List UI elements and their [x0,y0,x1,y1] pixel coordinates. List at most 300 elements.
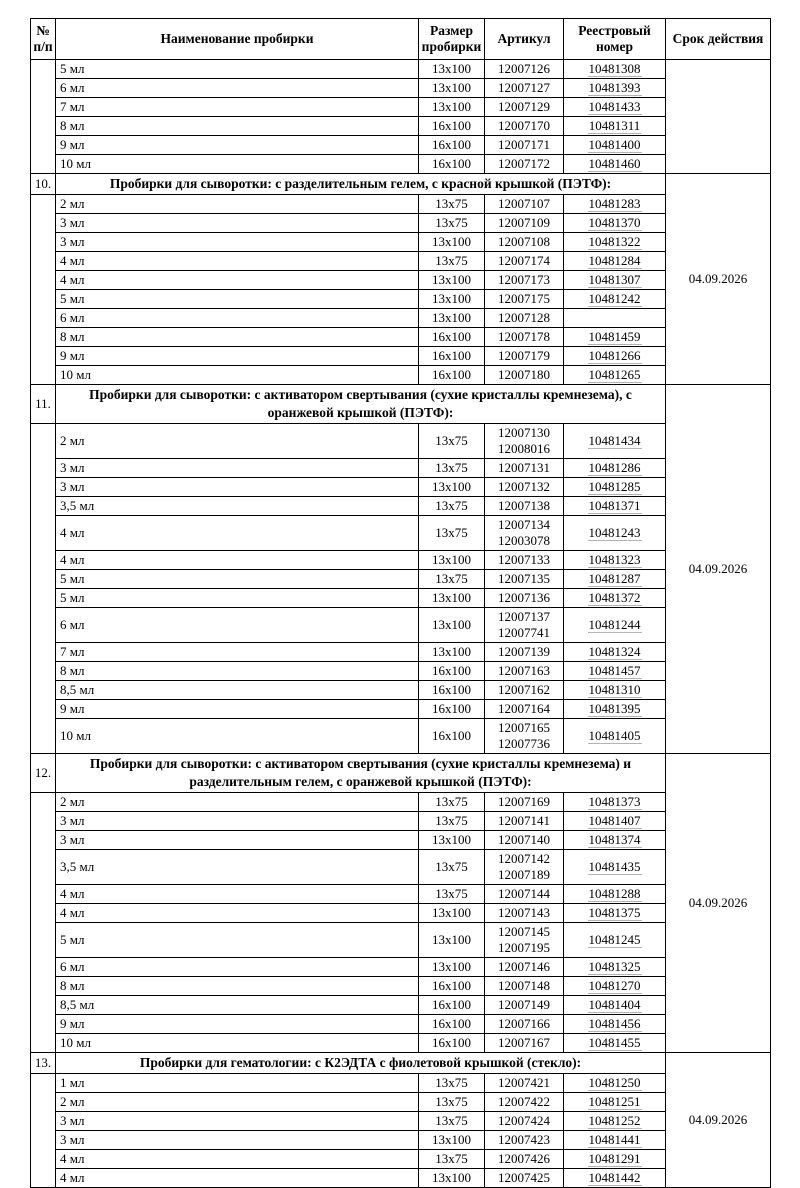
registry-number-cell [564,98,666,117]
table-row [31,1034,771,1053]
validity-cell: 04.09.2026 [666,174,771,385]
table-row [31,885,771,904]
group-number-spacer-cell [31,793,56,1053]
tube-name-cell: 5 мл [56,589,419,608]
article-number: 12007171 [498,137,550,152]
validity-cell: 04.09.2026 [666,385,771,754]
registry-number: 10481270 [588,978,641,993]
tube-name-cell: 2 мл [56,195,419,214]
registry-number-cell [564,551,666,570]
group-number-cell: 13. [31,1053,56,1074]
article-cell [485,643,564,662]
article-cell [485,1112,564,1131]
registry-number-cell [564,700,666,719]
registry-number-cell [564,366,666,385]
tube-size-cell: 16x100 [419,1015,485,1034]
article-cell [485,831,564,850]
registry-number: 10481404 [588,997,641,1012]
registry-number: 10481265 [588,367,641,382]
tube-size-cell: 13x75 [419,516,485,551]
article-cell [485,497,564,516]
registry-number-cell [564,347,666,366]
registry-number-cell [564,850,666,885]
registry-number: 10481442 [588,1170,641,1185]
registry-number-cell [564,252,666,271]
table-row [31,551,771,570]
tube-size-cell: 13x75 [419,1150,485,1169]
tube-size-cell: 13x100 [419,233,485,252]
article-cell [485,719,564,754]
article-number: 12008016 [498,441,550,456]
article-number: 12007128 [498,310,550,325]
registry-number: 10481250 [588,1075,641,1090]
registry-number: 10481288 [588,886,641,901]
article-cell [485,850,564,885]
article-number: 12007129 [498,99,550,114]
tube-size-cell: 13x75 [419,793,485,812]
registry-number-cell [564,608,666,643]
registry-number-cell [564,719,666,754]
registry-number: 10481456 [588,1016,641,1031]
article-cell [485,885,564,904]
group-number-cell: 10. [31,174,56,195]
article-cell [485,309,564,328]
article-number: 12007165 [498,720,550,735]
article-cell [485,812,564,831]
article-number: 12007172 [498,156,550,171]
tube-size-cell: 13x75 [419,850,485,885]
tube-size-cell: 13x100 [419,589,485,608]
registry-number: 10481251 [588,1094,641,1109]
registry-number: 10481459 [588,329,641,344]
tube-size-cell: 13x100 [419,60,485,79]
tube-size-cell: 16x100 [419,155,485,174]
tube-size-cell: 13x100 [419,478,485,497]
tube-size-cell: 13x100 [419,923,485,958]
tube-name-cell: 9 мл [56,700,419,719]
tube-name-cell: 3 мл [56,831,419,850]
registry-number-cell [564,904,666,923]
table-row [31,1150,771,1169]
tube-name-cell: 3 мл [56,459,419,478]
registry-number-cell [564,497,666,516]
article-number: 12007145 [498,924,550,939]
tube-size-cell: 13x75 [419,812,485,831]
tube-name-cell: 3,5 мл [56,850,419,885]
tube-size-cell: 13x100 [419,290,485,309]
table-row [31,155,771,174]
registry-number: 10481323 [588,552,641,567]
registry-number-cell [564,290,666,309]
article-number: 12007131 [498,460,550,475]
registry-number: 10481460 [588,156,641,171]
table-row [31,424,771,459]
table-row [31,831,771,850]
tube-name-cell: 5 мл [56,570,419,589]
article-number: 12007189 [498,867,550,882]
tube-name-cell: 3 мл [56,214,419,233]
table-row [31,136,771,155]
registry-number: 10481435 [588,859,641,874]
article-cell [485,1169,564,1188]
tube-size-cell: 16x100 [419,117,485,136]
registry-number: 10481242 [588,291,641,306]
tube-size-cell: 16x100 [419,328,485,347]
article-cell [485,195,564,214]
tube-name-cell: 10 мл [56,719,419,754]
article-number: 12007741 [498,625,550,640]
table-row [31,252,771,271]
tube-size-cell: 13x100 [419,1169,485,1188]
table-row [31,589,771,608]
registry-number-cell [564,79,666,98]
tube-size-cell: 13x75 [419,885,485,904]
tube-name-cell: 8,5 мл [56,996,419,1015]
document-page [0,18,800,1185]
registry-number: 10481455 [588,1035,641,1050]
table-row [31,812,771,831]
table-row [31,570,771,589]
tube-name-cell: 2 мл [56,424,419,459]
article-number: 12003078 [498,533,550,548]
article-number: 12007134 [498,517,550,532]
article-number: 12007175 [498,291,550,306]
article-number: 12007424 [498,1113,550,1128]
registry-number: 10481287 [588,571,641,586]
registry-number: 10481433 [588,99,641,114]
table-row [31,923,771,958]
registry-number: 10481373 [588,794,641,809]
tube-size-cell: 13x100 [419,608,485,643]
article-cell [485,1093,564,1112]
article-number: 12007178 [498,329,550,344]
table-row [31,1131,771,1150]
article-cell [485,904,564,923]
table-row [31,233,771,252]
article-number: 12007167 [498,1035,550,1050]
registry-number-cell [564,1112,666,1131]
registry-number-cell [564,309,666,328]
tube-name-cell: 4 мл [56,904,419,923]
tube-size-cell: 13x75 [419,1074,485,1093]
tube-name-cell: 1 мл [56,1074,419,1093]
article-number: 12007126 [498,61,550,76]
registry-number-cell [564,328,666,347]
tube-name-cell: 6 мл [56,309,419,328]
table-row [31,1093,771,1112]
registry-number: 10481284 [588,253,641,268]
validity-cell [666,60,771,174]
table-row [31,1015,771,1034]
article-number: 12007149 [498,997,550,1012]
article-cell [485,459,564,478]
registry-number-cell [564,831,666,850]
tube-name-cell: 2 мл [56,793,419,812]
article-cell [485,98,564,117]
article-number: 12007195 [498,940,550,955]
tube-size-cell: 13x75 [419,424,485,459]
registry-number-cell [564,589,666,608]
article-number: 12007164 [498,701,550,716]
article-cell [485,977,564,996]
article-cell [485,923,564,958]
article-number: 12007127 [498,80,550,95]
validity-cell: 04.09.2026 [666,1053,771,1188]
group-number-cell: 11. [31,385,56,424]
tube-size-cell: 16x100 [419,700,485,719]
tube-size-cell: 13x100 [419,309,485,328]
tube-name-cell: 7 мл [56,643,419,662]
table-row [31,79,771,98]
article-number: 12007426 [498,1151,550,1166]
article-cell [485,136,564,155]
article-number: 12007130 [498,425,550,440]
registry-number: 10481405 [588,728,641,743]
tube-name-cell: 6 мл [56,79,419,98]
article-cell [485,117,564,136]
tube-name-cell: 5 мл [56,60,419,79]
table-row [31,60,771,79]
tube-size-cell: 13x75 [419,1093,485,1112]
tube-name-cell: 3,5 мл [56,497,419,516]
article-number: 12007170 [498,118,550,133]
article-number: 12007141 [498,813,550,828]
article-number: 12007422 [498,1094,550,1109]
article-cell [485,424,564,459]
tube-name-cell: 4 мл [56,1169,419,1188]
table-row [31,459,771,478]
registry-number: 10481400 [588,137,641,152]
article-number: 12007140 [498,832,550,847]
tube-size-cell: 16x100 [419,996,485,1015]
registry-number: 10481283 [588,196,641,211]
tube-name-cell: 3 мл [56,1131,419,1150]
table-header [31,19,771,60]
table-row [31,904,771,923]
registry-number: 10481244 [588,617,641,632]
column-header-article: Артикул [485,19,564,60]
registry-number-cell [564,60,666,79]
registry-number-cell [564,117,666,136]
article-number: 12007108 [498,234,550,249]
registry-number-cell [564,996,666,1015]
table-row [31,497,771,516]
table-row [31,309,771,328]
table-row [31,793,771,812]
tube-name-cell: 4 мл [56,1150,419,1169]
article-cell [485,60,564,79]
article-number: 12007138 [498,498,550,513]
article-number: 12007173 [498,272,550,287]
tube-name-cell: 7 мл [56,98,419,117]
column-header-size: Размер пробирки [419,19,485,60]
registry-number: 10481395 [588,701,641,716]
table-row [31,516,771,551]
registry-number: 10481441 [588,1132,641,1147]
table-row [31,958,771,977]
article-number: 12007139 [498,644,550,659]
registry-number: 10481308 [588,61,641,76]
registry-number: 10481434 [588,433,641,448]
article-number: 12007425 [498,1170,550,1185]
registry-number: 10481374 [588,832,641,847]
table-row [31,608,771,643]
registry-number-cell [564,885,666,904]
article-cell [485,608,564,643]
table-row [31,328,771,347]
table-row [31,195,771,214]
registry-number: 10481457 [588,663,641,678]
tube-size-cell: 16x100 [419,1034,485,1053]
tube-name-cell: 5 мл [56,923,419,958]
tube-size-cell: 13x75 [419,1112,485,1131]
tube-registry-table [30,18,771,1188]
article-number: 12007148 [498,978,550,993]
registry-number-cell [564,1169,666,1188]
tube-name-cell: 3 мл [56,233,419,252]
tube-size-cell: 13x75 [419,195,485,214]
tube-name-cell: 9 мл [56,136,419,155]
group-number-spacer-cell [31,60,56,174]
registry-number-cell [564,793,666,812]
table-row [31,643,771,662]
registry-number-cell [564,643,666,662]
article-cell [485,252,564,271]
registry-number-cell [564,958,666,977]
tube-size-cell: 13x75 [419,214,485,233]
registry-number-cell [564,1093,666,1112]
article-cell [485,681,564,700]
article-cell [485,793,564,812]
article-number: 12007143 [498,905,550,920]
article-cell [485,1074,564,1093]
registry-number-cell [564,977,666,996]
registry-number: 10481266 [588,348,641,363]
tube-size-cell: 13x100 [419,643,485,662]
registry-number-cell [564,923,666,958]
registry-number: 10481372 [588,590,641,605]
registry-number-cell [564,1150,666,1169]
registry-number-cell [564,516,666,551]
tube-size-cell: 13x75 [419,570,485,589]
article-cell [485,79,564,98]
table-row [31,271,771,290]
registry-number-cell [564,1131,666,1150]
article-cell [485,700,564,719]
registry-number: 10481243 [588,525,641,540]
article-number: 12007179 [498,348,550,363]
article-cell [485,996,564,1015]
registry-number: 10481310 [588,682,641,697]
article-cell [485,958,564,977]
article-number: 12007736 [498,736,550,751]
registry-number-cell [564,459,666,478]
tube-size-cell: 13x100 [419,958,485,977]
table-row [31,214,771,233]
article-cell [485,1015,564,1034]
article-number: 12007166 [498,1016,550,1031]
tube-size-cell: 13x100 [419,79,485,98]
tube-size-cell: 13x75 [419,252,485,271]
article-number: 12007133 [498,552,550,567]
registry-number: 10481285 [588,479,641,494]
article-cell [485,271,564,290]
group-title-cell: Пробирки для сыворотки: с разделительным гелем, с красной крышкой (ПЭТФ): [56,174,666,195]
group-header-row [31,1053,771,1074]
registry-number: 10481252 [588,1113,641,1128]
tube-size-cell: 13x100 [419,551,485,570]
registry-number-cell [564,424,666,459]
article-number: 12007146 [498,959,550,974]
table-row [31,1112,771,1131]
table-row [31,996,771,1015]
group-number-spacer-cell [31,424,56,754]
registry-number-cell [564,662,666,681]
group-title-cell: Пробирки для гематологии: с К2ЭДТА с фиолетовой крышкой (стекло): [56,1053,666,1074]
column-header-validity: Срок действия [666,19,771,60]
registry-number: 10481286 [588,460,641,475]
registry-number: 10481393 [588,80,641,95]
tube-name-cell: 4 мл [56,271,419,290]
tube-name-cell: 8 мл [56,328,419,347]
article-cell [485,290,564,309]
registry-number: 10481407 [588,813,641,828]
tube-name-cell: 10 мл [56,155,419,174]
tube-name-cell: 8 мл [56,117,419,136]
tube-name-cell: 6 мл [56,958,419,977]
registry-number: 10481307 [588,272,641,287]
article-cell [485,1131,564,1150]
article-number: 12007109 [498,215,550,230]
tube-size-cell: 13x100 [419,98,485,117]
column-header-name: Наименование пробирки [56,19,419,60]
tube-name-cell: 2 мл [56,1093,419,1112]
registry-number: 10481324 [588,644,641,659]
article-number: 12007163 [498,663,550,678]
registry-number-cell [564,271,666,290]
group-number-cell: 12. [31,754,56,793]
tube-size-cell: 16x100 [419,681,485,700]
table-row [31,977,771,996]
article-cell [485,214,564,233]
tube-name-cell: 5 мл [56,290,419,309]
article-number: 12007132 [498,479,550,494]
registry-number: 10481322 [588,234,641,249]
tube-size-cell: 13x100 [419,904,485,923]
table-row [31,478,771,497]
tube-size-cell: 16x100 [419,977,485,996]
tube-name-cell: 4 мл [56,551,419,570]
article-cell [485,155,564,174]
column-header-registry: Реестровый номер [564,19,666,60]
article-number: 12007136 [498,590,550,605]
table-header-row [31,19,771,60]
article-number: 12007180 [498,367,550,382]
article-cell [485,662,564,681]
registry-number: 10481325 [588,959,641,974]
table-row [31,347,771,366]
registry-number: 10481371 [588,498,641,513]
article-cell [485,347,564,366]
table-row [31,850,771,885]
table-row [31,290,771,309]
table-row [31,1074,771,1093]
tube-name-cell: 9 мл [56,1015,419,1034]
tube-size-cell: 13x100 [419,271,485,290]
tube-size-cell: 13x75 [419,459,485,478]
article-number: 12007162 [498,682,550,697]
tube-name-cell: 8 мл [56,662,419,681]
